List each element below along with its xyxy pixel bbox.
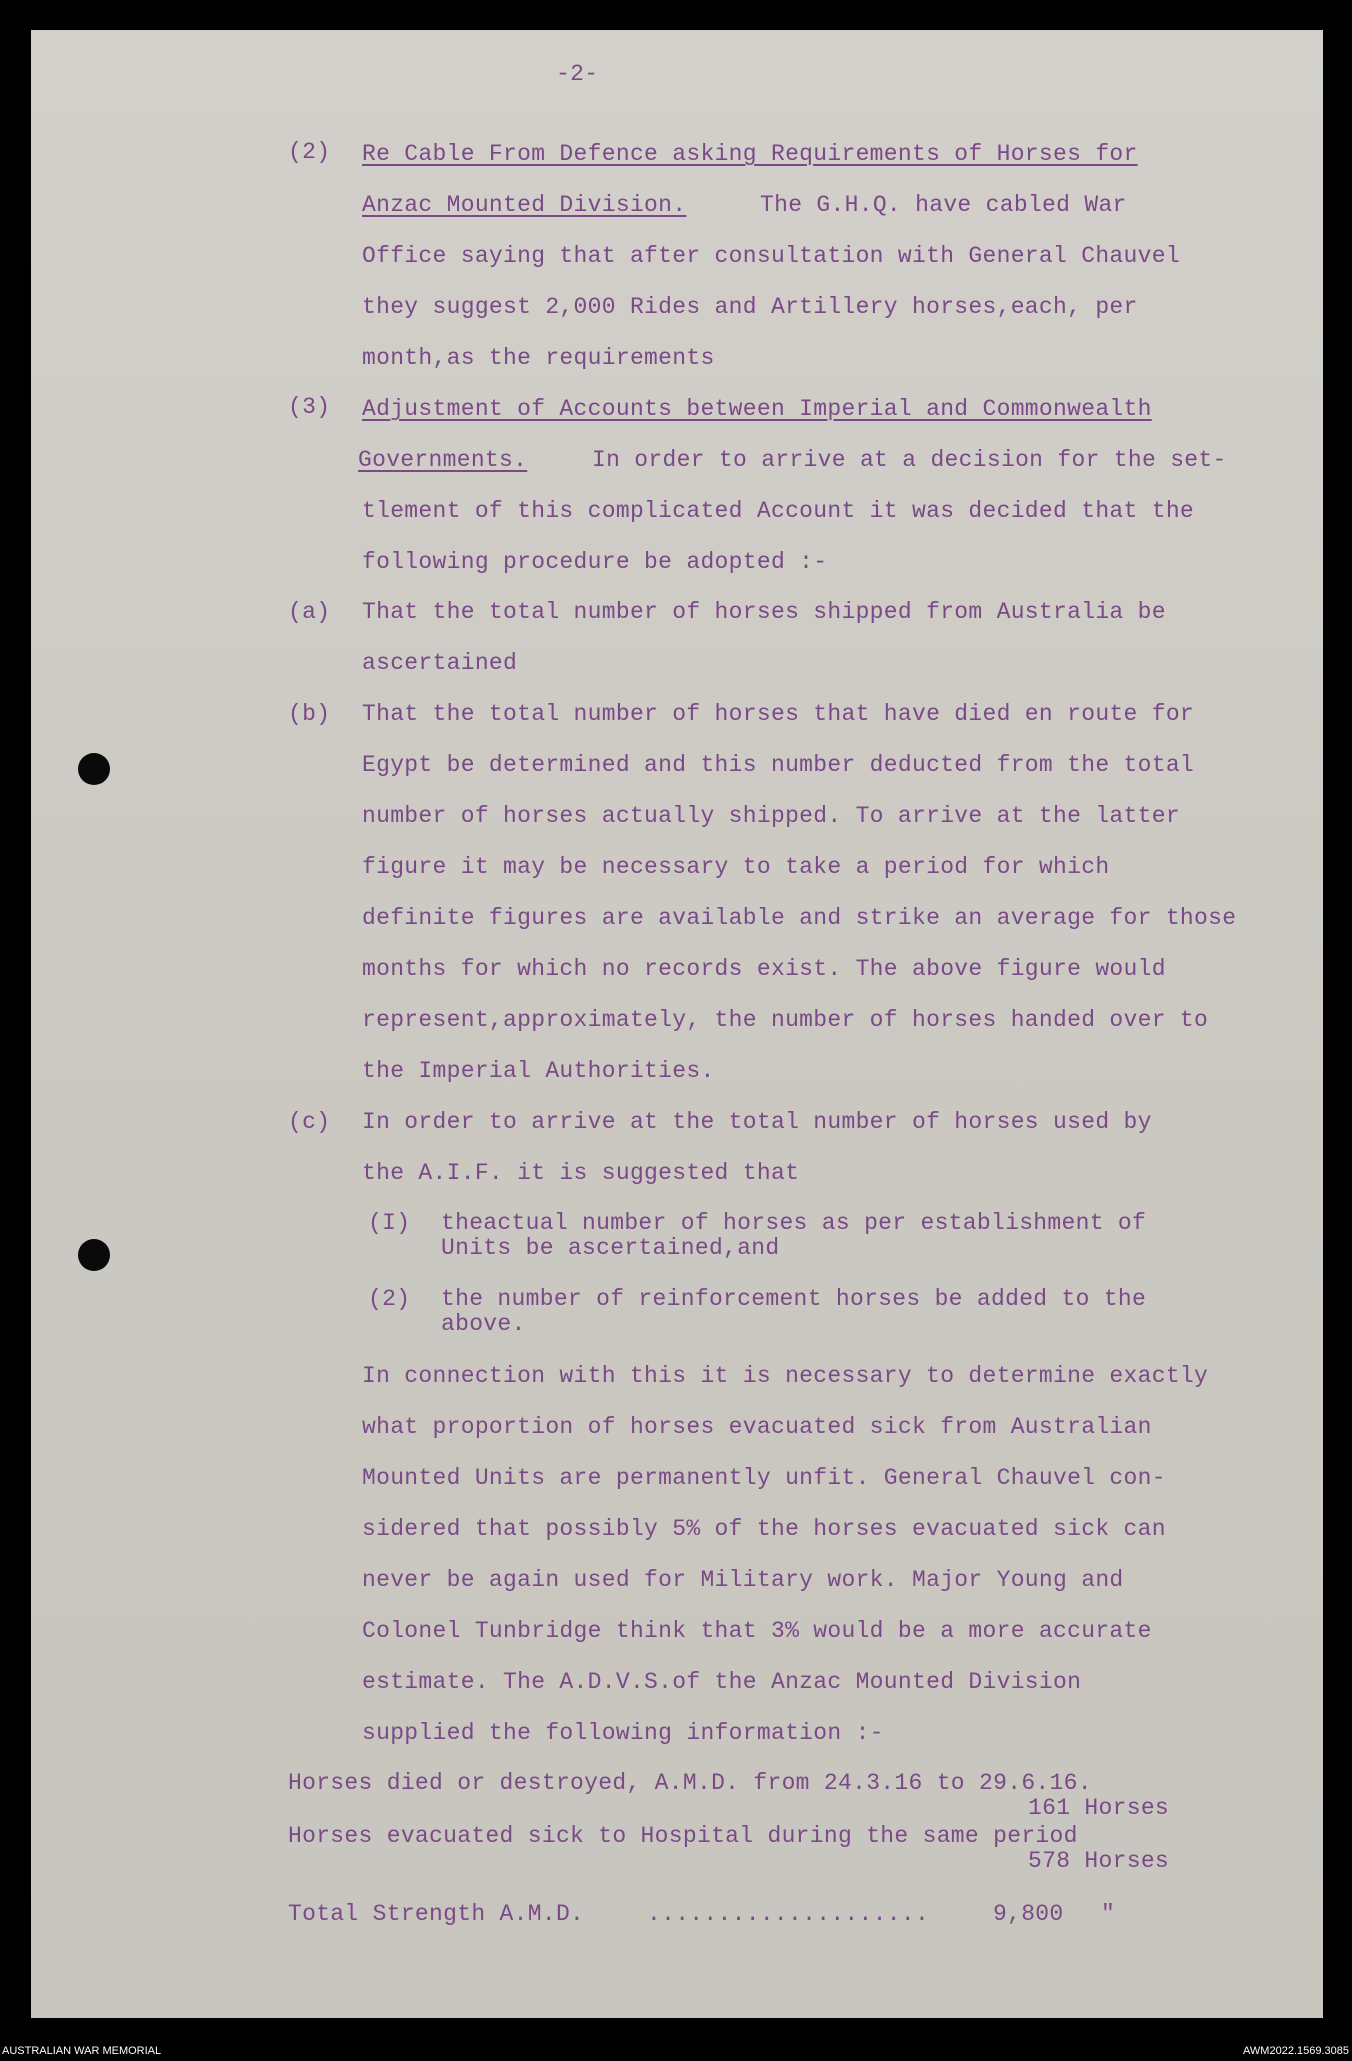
text-line: Colonel Tunbridge think that 3% would be a more accurate bbox=[362, 1618, 1152, 1644]
footer-reference: AWM2022.1569.3085 bbox=[1243, 2045, 1349, 2057]
text-line: Mounted Units are permanently unfit. General Chauvel con- bbox=[362, 1465, 1166, 1491]
text-line: following procedure be adopted :- bbox=[362, 549, 828, 575]
text-line: Office saying that after consultation with General Chauvel bbox=[362, 243, 1180, 269]
item-heading: Re Cable From Defence asking Requirements of Horses for bbox=[362, 141, 1138, 167]
document-page bbox=[31, 30, 1323, 2018]
page-number: -2- bbox=[556, 61, 599, 87]
punch-hole bbox=[78, 1239, 110, 1271]
text-line: months for which no records exist. The above figure would bbox=[362, 956, 1166, 982]
text-line: Units be ascertained,and bbox=[441, 1235, 780, 1261]
item-label: (b) bbox=[288, 701, 331, 727]
text-line: never be again used for Military work. Major Young and bbox=[362, 1567, 1124, 1593]
item-number: (3) bbox=[288, 394, 331, 420]
text-line: estimate. The A.D.V.S.of the Anzac Mounted Division bbox=[362, 1669, 1082, 1695]
leader-dots: .................... bbox=[647, 1901, 930, 1927]
text-line: the Imperial Authorities. bbox=[362, 1058, 715, 1084]
item-label: (a) bbox=[288, 599, 331, 625]
text-line: tlement of this complicated Account it was decided that the bbox=[362, 498, 1195, 524]
text-line: definite figures are available and strike an average for those bbox=[362, 905, 1237, 931]
text-line: theactual number of horses as per establishment of bbox=[441, 1210, 1147, 1236]
footer-credit: AUSTRALIAN WAR MEMORIAL bbox=[2, 2045, 162, 2057]
item-heading: Governments. bbox=[358, 447, 528, 473]
text-line: In order to arrive at the total number of horses used by bbox=[362, 1109, 1152, 1135]
sub-item-label: (2) bbox=[368, 1286, 411, 1312]
text-line: Egypt be determined and this number deducted from the total bbox=[362, 752, 1195, 778]
stat-label: Horses evacuated sick to Hospital during the same period bbox=[288, 1823, 1078, 1849]
text-line: sidered that possibly 5% of the horses evacuated sick can bbox=[362, 1516, 1166, 1542]
item-heading: Adjustment of Accounts between Imperial and Commonwealth bbox=[362, 396, 1152, 422]
text-line: In order to arrive at a decision for the set- bbox=[592, 447, 1227, 473]
text-line: what proportion of horses evacuated sick from Australian bbox=[362, 1414, 1152, 1440]
item-number: (2) bbox=[288, 139, 331, 165]
punch-hole bbox=[78, 753, 110, 785]
stat-value: 161 Horses bbox=[1028, 1795, 1170, 1821]
stat-label: Horses died or destroyed, A.M.D. from 24.3.16 to 29.6.16. bbox=[288, 1770, 1092, 1796]
text-line: they suggest 2,000 Rides and Artillery horses,each, per bbox=[362, 294, 1138, 320]
text-line: That the total number of horses that have died en route for bbox=[362, 701, 1195, 727]
text-line: number of horses actually shipped. To arrive at the latter bbox=[362, 803, 1180, 829]
text-line: above. bbox=[441, 1311, 526, 1337]
text-line: represent,approximately, the number of horses handed over to bbox=[362, 1007, 1209, 1033]
text-line: the number of reinforcement horses be added to the bbox=[441, 1286, 1147, 1312]
text-line: The G.H.Q. have cabled War bbox=[760, 192, 1127, 218]
total-label: Total Strength A.M.D. bbox=[288, 1901, 585, 1927]
text-line: That the total number of horses shipped from Australia be bbox=[362, 599, 1166, 625]
text-line: supplied the following information :- bbox=[362, 1720, 884, 1746]
text-line: In connection with this it is necessary to determine exactly bbox=[362, 1363, 1209, 1389]
stat-value: 578 Horses bbox=[1028, 1848, 1170, 1874]
ditto-mark: " bbox=[1101, 1901, 1116, 1927]
text-line: the A.I.F. it is suggested that bbox=[362, 1160, 800, 1186]
text-line: month,as the requirements bbox=[362, 345, 715, 371]
total-value: 9,800 bbox=[993, 1901, 1064, 1927]
text-line: ascertained bbox=[362, 650, 518, 676]
sub-item-label: (I) bbox=[368, 1210, 411, 1236]
item-label: (c) bbox=[288, 1109, 331, 1135]
text-line: figure it may be necessary to take a period for which bbox=[362, 854, 1110, 880]
item-heading: Anzac Mounted Division. bbox=[362, 192, 687, 218]
